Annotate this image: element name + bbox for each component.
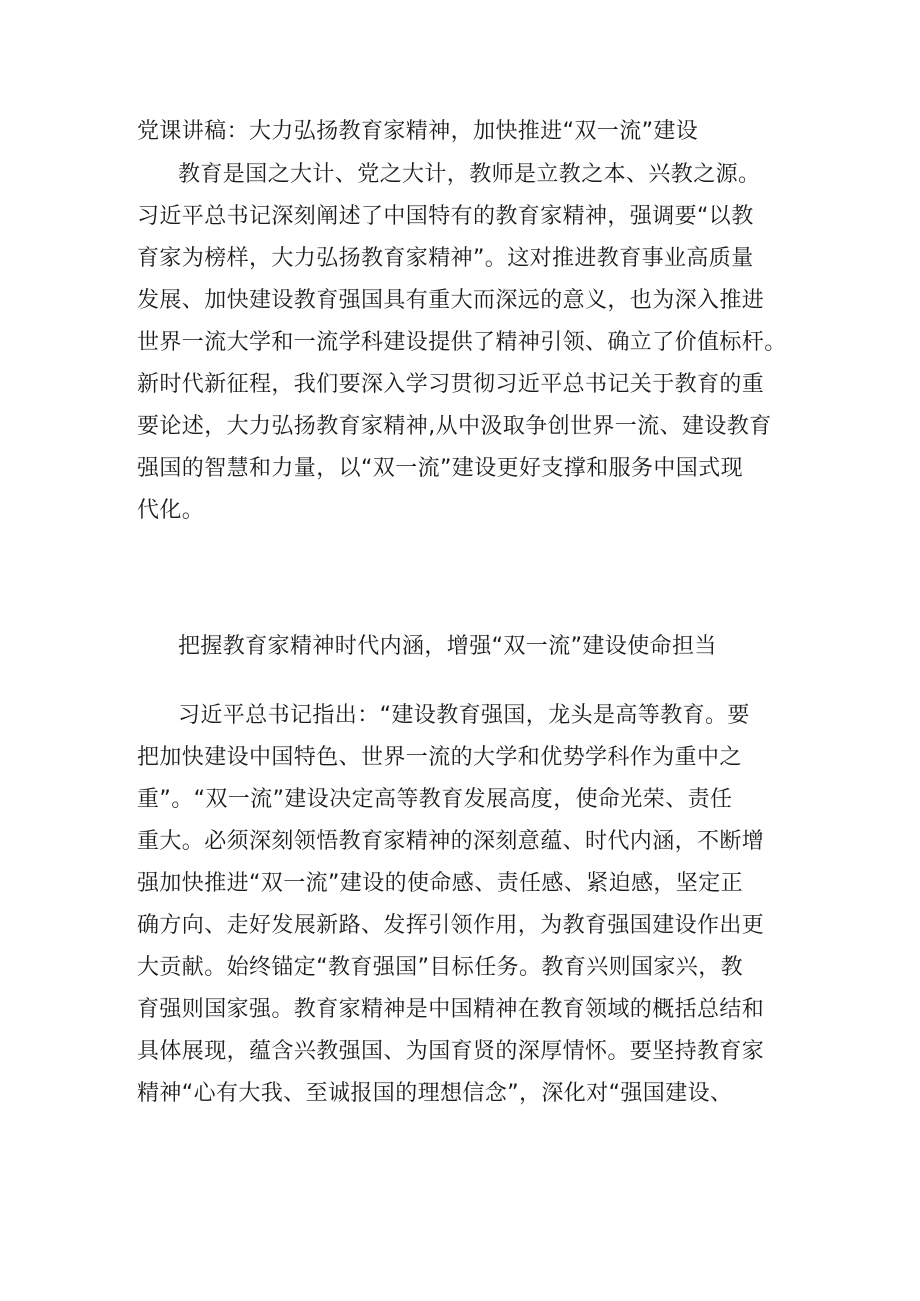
paragraph-line: 代化。: [137, 498, 205, 523]
paragraph-line: 发展、加快建设教育强国具有重大而深远的意义，也为深入推进: [137, 288, 765, 313]
paragraph-line: 育强则国家强。教育家精神是中国精神在教育领域的概括总结和: [137, 997, 765, 1022]
paragraph-line: 习近平总书记指出：“建设教育强国，龙头是高等教育。要: [178, 703, 750, 728]
paragraph-line: 确方向、走好发展新路、发挥引领作用，为教育强国建设作出更: [137, 913, 765, 938]
section-heading: 把握教育家精神时代内涵，增强“双一流”建设使命担当: [178, 634, 717, 659]
paragraph-line: 强加快推进“双一流”建设的使命感、责任感、紧迫感，坚定正: [137, 871, 743, 896]
paragraph-line: 强国的智慧和力量，以“双一流”建设更好支撑和服务中国式现: [137, 456, 743, 481]
paragraph-line: 精神“心有大我、至诚报国的理想信念”，深化对“强国建设、: [137, 1081, 733, 1106]
paragraph-line: 习近平总书记深刻阐述了中国特有的教育家精神，强调要“以教: [137, 204, 754, 229]
paragraph-line: 大贡献。始终锚定“教育强国”目标任务。教育兴则国家兴，教: [137, 955, 743, 980]
paragraph-line: 重”。“双一流”建设决定高等教育发展高度，使命光荣、责任: [137, 787, 733, 812]
document-title: 党课讲稿：大力弘扬教育家精神，加快推进“双一流”建设: [137, 119, 699, 144]
paragraph-line: 新时代新征程，我们要深入学习贯彻习近平总书记关于教育的重: [137, 372, 765, 397]
paragraph-line: 要论述，大力弘扬教育家精神,从中汲取争创世界一流、建设教育: [137, 414, 772, 439]
paragraph-line: 世界一流大学和一流学科建设提供了精神引领、确立了价值标杆。: [137, 330, 787, 355]
paragraph-line: 把加快建设中国特色、世界一流的大学和优势学科作为重中之: [137, 745, 742, 770]
paragraph-line: 育家为榜样，大力弘扬教育家精神”。这对推进教育事业高质量: [137, 246, 754, 271]
paragraph-line: 重大。必须深刻领悟教育家精神的深刻意蕴、时代内涵，不断增: [137, 829, 765, 854]
paragraph-line: 教育是国之大计、党之大计，教师是立教之本、兴教之源。: [178, 162, 761, 187]
paragraph-line: 具体展现，蕴含兴教强国、为国育贤的深厚情怀。要坚持教育家: [137, 1039, 765, 1064]
